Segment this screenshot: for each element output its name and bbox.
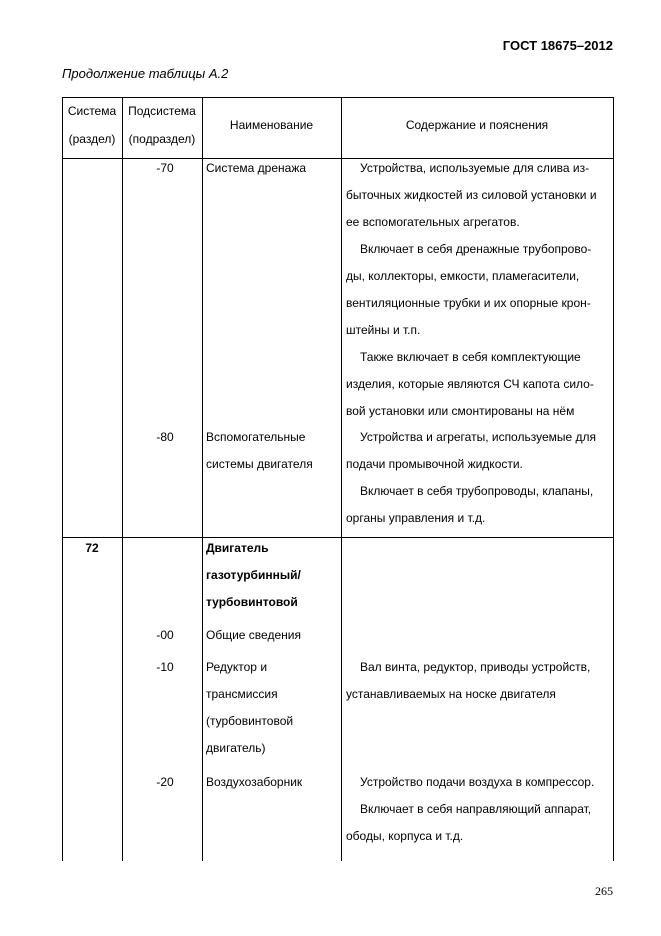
name-line: системы двигателя [206,457,313,471]
header-system-line: (раздел) [68,132,116,146]
desc-line: ободы, корпуса и т.д. [346,829,464,843]
column-divider-1 [122,97,123,861]
section-title-line: турбовинтовой [206,595,298,609]
item-description [346,155,608,425]
desc-line: Устройства и агрегаты, используемые для [360,430,597,444]
subsystem-code: -20 [156,775,174,789]
header-system [62,97,122,153]
item-description [346,424,608,532]
desc-line: Также включает в себя комплектующие [360,350,581,364]
section-divider [62,537,614,538]
desc-line: ее вспомогательных агрегатов. [346,215,520,229]
desc-line: изделия, которые являются СЧ капота сило- [346,377,594,391]
section-title-line: газотурбинный/ [206,568,301,582]
item-description [346,769,608,850]
item-name [206,654,293,762]
section-title [206,535,301,616]
table-right-border [613,97,614,861]
desc-line: Вал винта, редуктор, приводы устройств, [360,660,591,674]
header-name: Наименование [229,118,314,132]
item-name: Воздухозаборник [206,775,303,789]
header-subsystem-line: Подсистема [128,104,196,118]
section-title-line: Двигатель [206,541,269,555]
desc-line: устанавливаемых на носке двигателя [346,687,556,701]
desc-line: вой установки или смонтированы на нём [346,404,575,418]
header-subsystem-line: (подраздел) [128,132,196,146]
desc-line: Устройства, используемые для слива из- [360,161,590,175]
item-name [206,424,313,478]
page-number: 265 [595,884,613,898]
desc-line: быточных жидкостей из силовой установки и [346,188,597,202]
column-divider-3 [341,97,342,861]
table-continuation-caption: Продолжение таблицы А.2 [62,66,229,81]
name-line: (турбовинтовой [206,714,294,728]
name-line: Редуктор и [206,660,268,674]
header-subsystem [122,97,202,153]
subsystem-code: -10 [156,660,174,674]
desc-line: вентиляционные трубки и их опорные крон- [346,296,591,310]
name-line: трансмиссия [206,687,278,701]
desc-line: Включает в себя дренажные трубопрово- [360,242,592,256]
desc-line: Устройство подачи воздуха в компрессор. [360,775,595,789]
item-description [346,654,608,708]
header-content: Содержание и пояснения [405,118,549,132]
desc-line: Включает в себя трубопроводы, клапаны, [360,484,594,498]
desc-line: органы управления и т.д. [346,511,486,525]
desc-line: подачи промывочной жидкости. [346,457,523,471]
column-divider-2 [202,97,203,861]
subsystem-code: -00 [156,628,174,642]
subsystem-code: -70 [156,161,174,175]
item-name: Общие сведения [206,628,301,642]
header-system-line: Система [67,104,117,118]
subsystem-code: -80 [156,430,174,444]
system-code: 72 [85,541,99,555]
desc-line: Включает в себя направляющий аппарат, [360,802,592,816]
table-left-border [62,97,63,861]
desc-line: ды, коллекторы, емкости, пламегасители, [346,269,580,283]
name-line: двигатель) [206,741,266,755]
desc-line: штейны и т.п. [346,323,421,337]
item-name: Система дренажа [206,161,307,175]
name-line: Вспомогательные [206,430,306,444]
document-code: ГОСТ 18675–2012 [502,38,613,53]
